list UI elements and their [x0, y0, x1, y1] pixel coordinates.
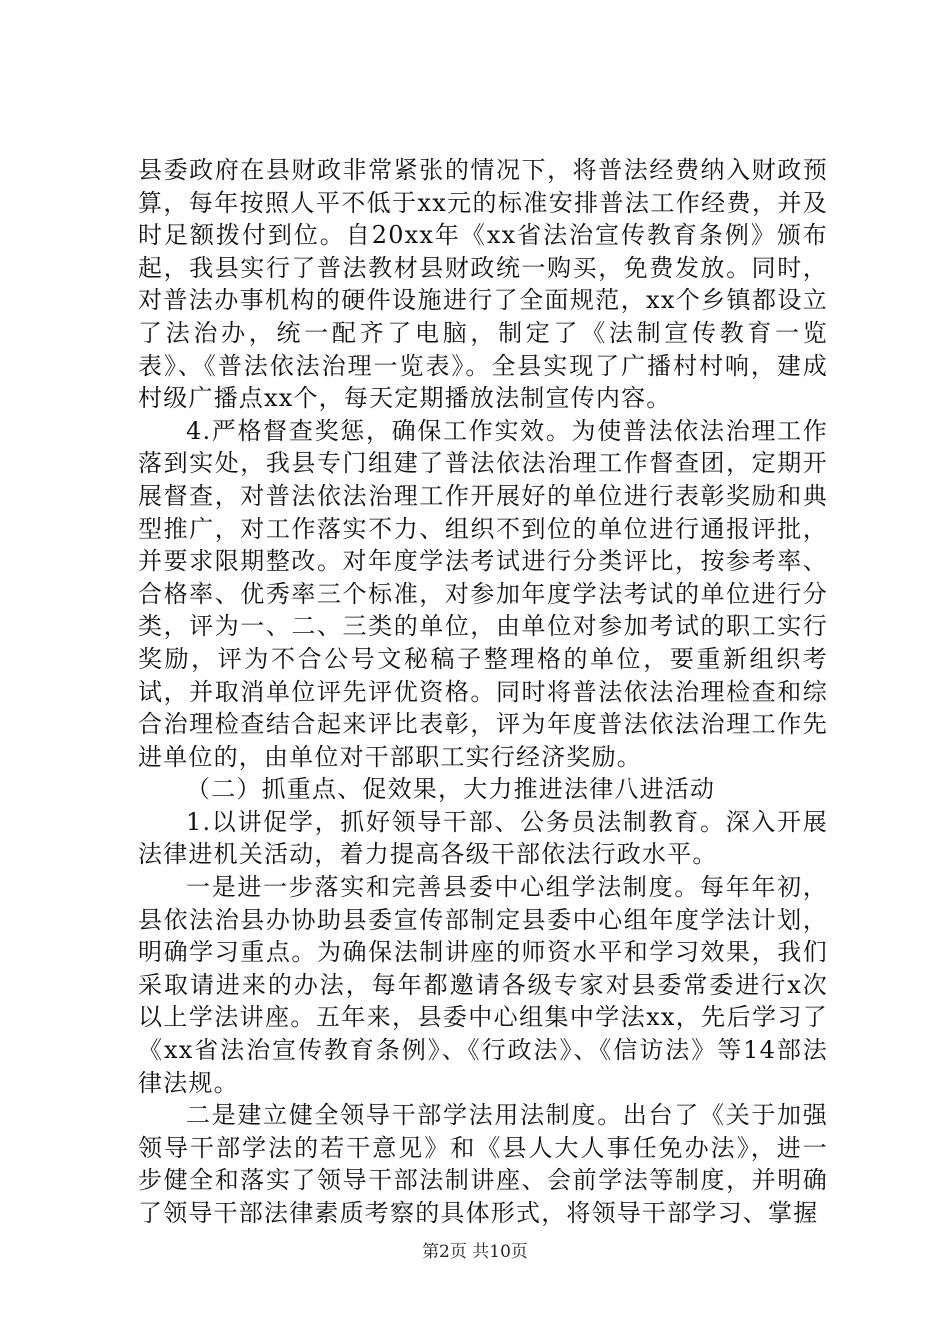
paragraph-cadre-education: 1.以讲促学，抓好领导干部、公务员法制教育。深入开展法律进机关活动，着力提高各级干部依法行政水平。: [138, 807, 828, 869]
paragraph-law-learning-system: 二是建立健全领导干部学法用法制度。出台了《关于加强领导干部学法的若干意见》和《县人大人事任免办法》，进一步健全和落实了领导干部法制讲座、会前学法等制度，并明确了领导干部法律素质考察的具体形式，将领导干部学习、掌握: [138, 1101, 828, 1227]
paragraph-study-system: 一是进一步落实和完善县委中心组学法制度。每年年初，县依法治县办协助县委宣传部制定县委中心组年度学法计划，明确学习重点。为确保法制讲座的师资水平和学习效果，我们采取请进来的办法，每年都邀请各级专家对县委常委进行x次以上学法讲座。五年来，县委中心组集中学法xx，先后学习了《xx省法治宣传教育条例》、《行政法》、《信访法》等14部法律法规。: [138, 873, 828, 1097]
paragraph-funding-continuation: 县委政府在县财政非常紧张的情况下，将普法经费纳入财政预算，每年按照人平不低于xx元的标准安排普法工作经费，并及时足额拨付到位。自20xx年《xx省法治宣传教育条例》颁布起，我县实行了普法教材县财政统一购买，免费发放。同时，对普法办事机构的硬件设施进行了全面规范，xx个乡镇都设立了法治办，统一配齐了电脑，制定了《法制宣传教育一览表》、《普法依法治理一览表》。全县实现了广播村村响，建成村级广播点xx个，每天定期播放法制宣传内容。: [138, 156, 828, 413]
page-number-footer: 第2页 共10页: [422, 1242, 528, 1262]
paragraph-supervision-rewards: 4.严格督查奖惩，确保工作实效。为使普法依法治理工作落到实处，我县专门组建了普法依法治理工作督查团，定期开展督查，对普法依法治理工作开展好的单位进行表彰奖励和典型推广，对工作落实不力、组织不到位的单位进行通报评批，并要求限期整改。对年度学法考试进行分类评比，按参考率、合格率、优秀率三个标准，对参加年度学法考试的单位进行分类，评为一、二、三类的单位，由单位对参加考试的职工实行奖励，评为不合公号文秘稿子整理格的单位，要重新组织考试，并取消单位评先评优资格。同时将普法依法治理检查和综合治理检查结合起来评比表彰，评为年度普法依法治理工作先进单位的，由单位对干部职工实行经济奖励。: [138, 416, 828, 771]
document-body: [138, 154, 828, 1230]
section-heading-two: （二）抓重点、促效果，大力推进法律八进活动: [186, 775, 716, 804]
